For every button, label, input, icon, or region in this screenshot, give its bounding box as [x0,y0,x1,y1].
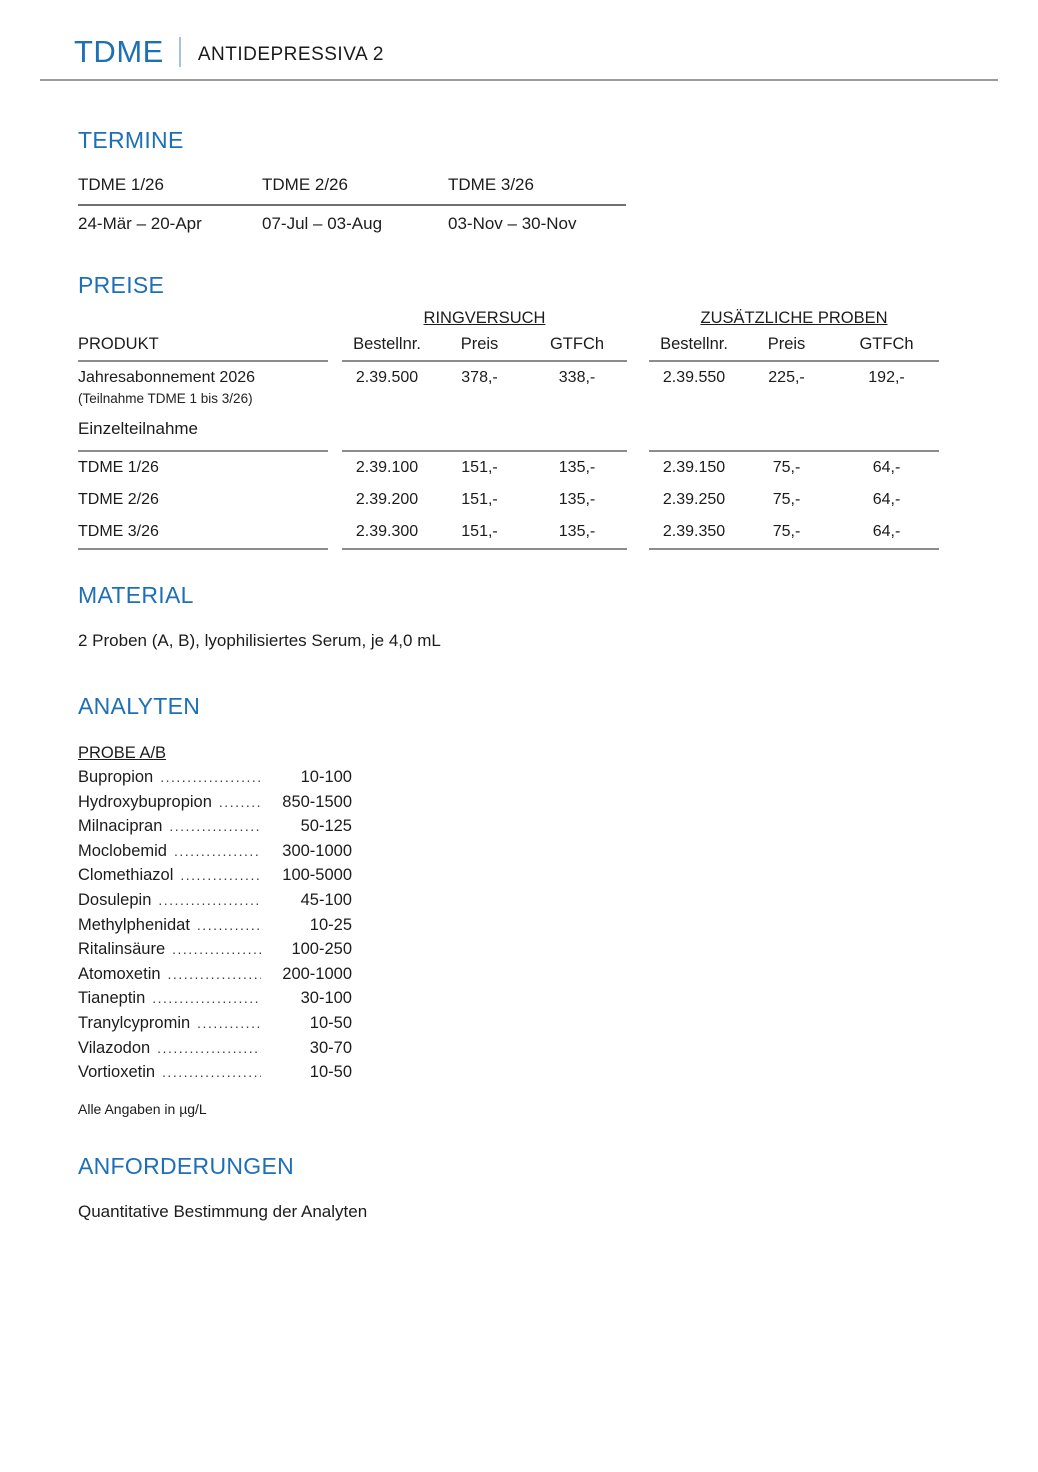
analyte-name: Methylphenidat [78,915,190,934]
price-cell: 135,- [558,491,596,508]
dot-leader [152,990,261,1006]
analyte-range: 100-250 [291,940,352,959]
analyte-row [78,768,352,793]
price-cell: 135,- [558,523,596,540]
price-cell: 192,- [868,369,905,386]
header-divider [179,37,181,67]
analyte-row [78,916,352,941]
price-cell: 2.39.250 [662,491,726,508]
dot-leader [219,794,261,810]
analyte-name: Tranylcypromin [78,1013,191,1032]
section-termine [78,127,998,234]
termine-date: 24-Mär – 20-Apr [78,214,202,233]
dot-leader [174,843,261,859]
price-cell: 2.39.550 [662,369,726,386]
analyte-name: Dosulepin [78,890,152,909]
dot-leader [169,818,261,834]
col-header-gtfch: GTFCh [859,335,914,353]
price-cell: 225,- [768,369,805,386]
group-header-ringversuch: RINGVERSUCH [423,309,546,327]
termine-heading: TERMINE [78,127,184,153]
analyte-range: 200-1000 [282,964,352,983]
analyte-range: 10-25 [309,915,352,934]
analyte-row [78,940,352,965]
analyte-range: 45-100 [300,890,352,909]
analyte-row [78,1039,352,1064]
col-header-preis: Preis [767,335,806,353]
analyte-list [78,768,352,1088]
product-name: TDME 2/26 [78,491,159,508]
col-header-bestellnr: Bestellnr. [353,335,421,353]
material-text: 2 Proben (A, B), lyophilisiertes Serum, je 4,0 mL [78,631,441,650]
price-cell: 64,- [872,459,901,476]
price-row [78,452,998,484]
dot-leader [197,1015,261,1031]
analyte-name: Tianeptin [78,989,146,1008]
analyte-range: 100-5000 [282,866,352,885]
analyte-name: Moclobemid [78,841,167,860]
price-cell: 2.39.200 [355,491,419,508]
col-header-bestellnr: Bestellnr. [660,335,728,353]
dot-leader [158,892,261,908]
section-analyten [78,693,998,1117]
section-anforderungen [78,1153,998,1222]
analyte-range: 30-100 [300,989,352,1008]
product-name: TDME 3/26 [78,523,159,540]
col-header-preis: Preis [460,335,499,353]
subsection-einzelteilnahme: Einzelteilnahme [78,419,199,438]
price-cell: 2.39.100 [355,459,419,476]
analyte-row [78,891,352,916]
analyte-range: 10-100 [300,768,352,786]
price-cell: 2.39.300 [355,523,419,540]
price-cell: 135,- [558,459,596,476]
analyte-range: 300-1000 [282,841,352,860]
analyte-range: 10-50 [309,1013,352,1032]
analyte-range: 50-125 [300,817,352,836]
price-cell: 2.39.350 [662,523,726,540]
price-cell: 151,- [461,523,498,540]
analyte-name: Milnacipran [78,817,163,836]
price-row [78,484,998,516]
analyte-name: Ritalinsäure [78,940,166,959]
analyte-footnote: Alle Angaben in µg/L [78,1100,207,1117]
product-note: (Teilnahme TDME 1 bis 3/26) [78,391,253,406]
analyte-name: Hydroxybupropion [78,792,212,811]
header-rule [40,79,998,81]
table-rule [78,548,998,550]
analyte-row [78,1063,352,1088]
termine-date: 07-Jul – 03-Aug [262,214,383,233]
col-header-gtfch: GTFCh [549,335,605,353]
analyte-row [78,866,352,891]
anforderungen-text: Quantitative Bestimmung der Analyten [78,1201,368,1221]
analyten-heading: ANALYTEN [78,693,201,719]
price-cell: 2.39.150 [662,459,726,476]
price-cell: 64,- [872,491,901,508]
brand-logo: TDME [74,34,164,69]
analyte-row [78,965,352,990]
termine-table [78,175,626,234]
analyte-name: Vilazodon [78,1038,151,1057]
price-cell: 75,- [772,491,801,508]
price-cell: 338,- [558,369,596,386]
page-content [0,127,1038,1222]
price-table [78,307,998,550]
price-cell: 378,- [461,369,498,386]
document-title: ANTIDEPRESSIVA 2 [197,44,384,65]
dot-leader [197,917,261,933]
section-preise [78,272,998,550]
termine-col-header: TDME 1/26 [78,175,262,206]
product-name: Jahresabonnement 2026 [78,369,256,386]
price-row [78,516,998,548]
termine-date: 03-Nov – 30-Nov [448,214,577,233]
dot-leader [168,966,261,982]
analyte-range: 30-70 [309,1038,352,1057]
analyte-name: Vortioxetin [78,1063,156,1082]
group-header-zusaetzliche-proben: ZUSÄTZLICHE PROBEN [700,309,888,327]
termine-col-header: TDME 3/26 [448,175,626,206]
section-material [78,582,998,651]
analyte-row [78,793,352,818]
probe-label: PROBE A/B [78,744,167,762]
material-heading: MATERIAL [78,582,194,608]
price-row-abo [78,362,998,394]
product-name: TDME 1/26 [78,459,159,476]
dot-leader [180,867,261,883]
analyte-row [78,989,352,1014]
price-cell: 64,- [872,523,901,540]
price-cell: 151,- [461,459,498,476]
analyte-range: 10-50 [309,1063,352,1082]
analyte-row [78,817,352,842]
analyte-name: Atomoxetin [78,964,161,983]
dot-leader [162,1064,261,1080]
price-cell: 151,- [461,491,498,508]
price-group-header-row [78,307,998,335]
col-header-produkt: PRODUKT [78,335,159,353]
page-header [0,0,1038,70]
price-cell: 75,- [772,523,801,540]
anforderungen-heading: ANFORDERUNGEN [78,1152,295,1179]
analyte-name: Clomethiazol [78,866,174,885]
termine-col-header: TDME 2/26 [262,175,448,206]
price-cell: 2.39.500 [355,369,419,386]
dot-leader [160,769,261,785]
dot-leader [172,941,261,957]
preise-heading: PREISE [78,272,165,298]
price-cell: 75,- [772,459,801,476]
price-column-header-row [78,335,998,360]
analyte-row [78,1014,352,1039]
analyte-row [78,842,352,867]
analyte-name: Bupropion [78,768,154,786]
dot-leader [157,1040,261,1056]
analyte-range: 850-1500 [282,792,352,811]
